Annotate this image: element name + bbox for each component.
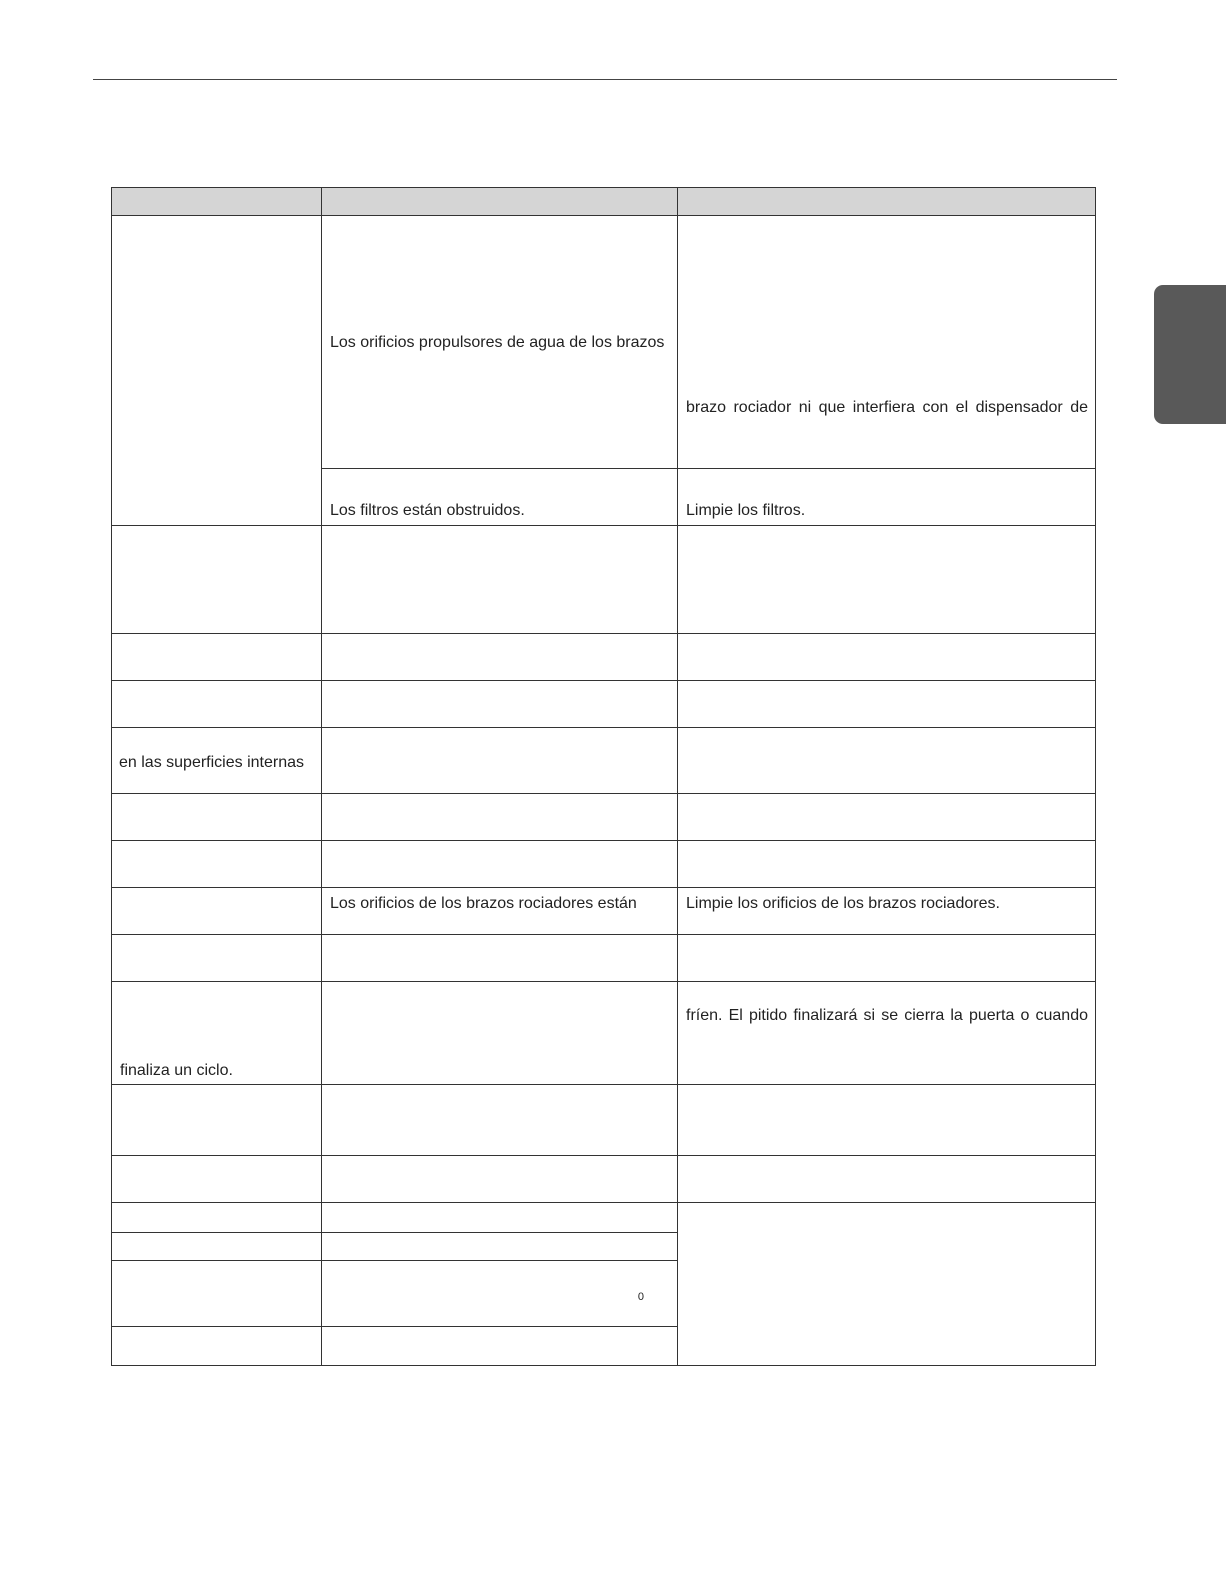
solution-cell-merged — [678, 1203, 1096, 1366]
problem-cell — [112, 841, 322, 888]
header-rule — [93, 79, 1117, 80]
table-row — [112, 982, 1096, 1085]
problem-cell: en las superficies internas — [112, 728, 322, 794]
table-row — [112, 216, 1096, 469]
problem-cell — [112, 888, 322, 935]
header-cell-solution — [678, 188, 1096, 216]
cause-cell — [322, 1327, 678, 1366]
problem-cell — [112, 1327, 322, 1366]
table-row — [112, 935, 1096, 982]
troubleshooting-table — [111, 187, 1096, 1366]
problem-cell — [112, 216, 322, 526]
cause-cell — [322, 526, 678, 634]
problem-cell — [112, 1085, 322, 1156]
table-row — [112, 526, 1096, 634]
cause-cell — [322, 841, 678, 888]
cause-cell — [322, 634, 678, 681]
solution-cell — [678, 728, 1096, 794]
cause-cell — [322, 1203, 678, 1233]
cause-cell: Los orificios propulsores de agua de los brazos — [322, 216, 678, 469]
solution-cell — [678, 794, 1096, 841]
solution-cell: Limpie los orificios de los brazos rociadores. — [678, 888, 1096, 935]
solution-cell: brazo rociador ni que interfiera con el dispensador de — [678, 216, 1096, 469]
solution-cell: fríen. El pitido finalizará si se cierra la puerta o cuando — [678, 982, 1096, 1085]
table-row — [112, 1085, 1096, 1156]
solution-cell — [678, 1085, 1096, 1156]
solution-cell — [678, 935, 1096, 982]
table-row — [112, 681, 1096, 728]
section-tab — [1154, 285, 1226, 424]
solution-cell — [678, 1156, 1096, 1203]
problem-cell — [112, 1233, 322, 1261]
table-header-row — [112, 188, 1096, 216]
problem-cell — [112, 634, 322, 681]
problem-cell — [112, 526, 322, 634]
cause-cell — [322, 1085, 678, 1156]
solution-cell: Limpie los filtros. — [678, 469, 1096, 526]
header-cell-problem — [112, 188, 322, 216]
table-row — [112, 728, 1096, 794]
problem-cell — [112, 935, 322, 982]
cause-cell — [322, 1233, 678, 1261]
cause-cell — [322, 681, 678, 728]
cause-cell — [322, 728, 678, 794]
cause-cell — [322, 935, 678, 982]
problem-cell — [112, 681, 322, 728]
cause-cell — [322, 982, 678, 1085]
solution-cell — [678, 526, 1096, 634]
problem-cell — [112, 1156, 322, 1203]
degree-mark: 0 — [637, 1291, 644, 1303]
table-row — [112, 1203, 1096, 1233]
cause-cell — [322, 1156, 678, 1203]
table-row — [112, 888, 1096, 935]
troubleshooting-table-wrapper — [111, 187, 1095, 1366]
cause-cell: Los filtros están obstruidos. — [322, 469, 678, 526]
problem-cell — [112, 1261, 322, 1327]
solution-cell — [678, 681, 1096, 728]
cause-cell: Los orificios de los brazos rociadores están — [322, 888, 678, 935]
cause-cell — [322, 794, 678, 841]
problem-cell — [112, 1203, 322, 1233]
header-cell-cause — [322, 188, 678, 216]
solution-cell — [678, 841, 1096, 888]
table-row — [112, 794, 1096, 841]
solution-cell — [678, 634, 1096, 681]
problem-cell: finaliza un ciclo. — [112, 982, 322, 1085]
cause-cell — [322, 1261, 678, 1327]
table-row — [112, 841, 1096, 888]
problem-cell — [112, 794, 322, 841]
table-row — [112, 634, 1096, 681]
table-row — [112, 1156, 1096, 1203]
